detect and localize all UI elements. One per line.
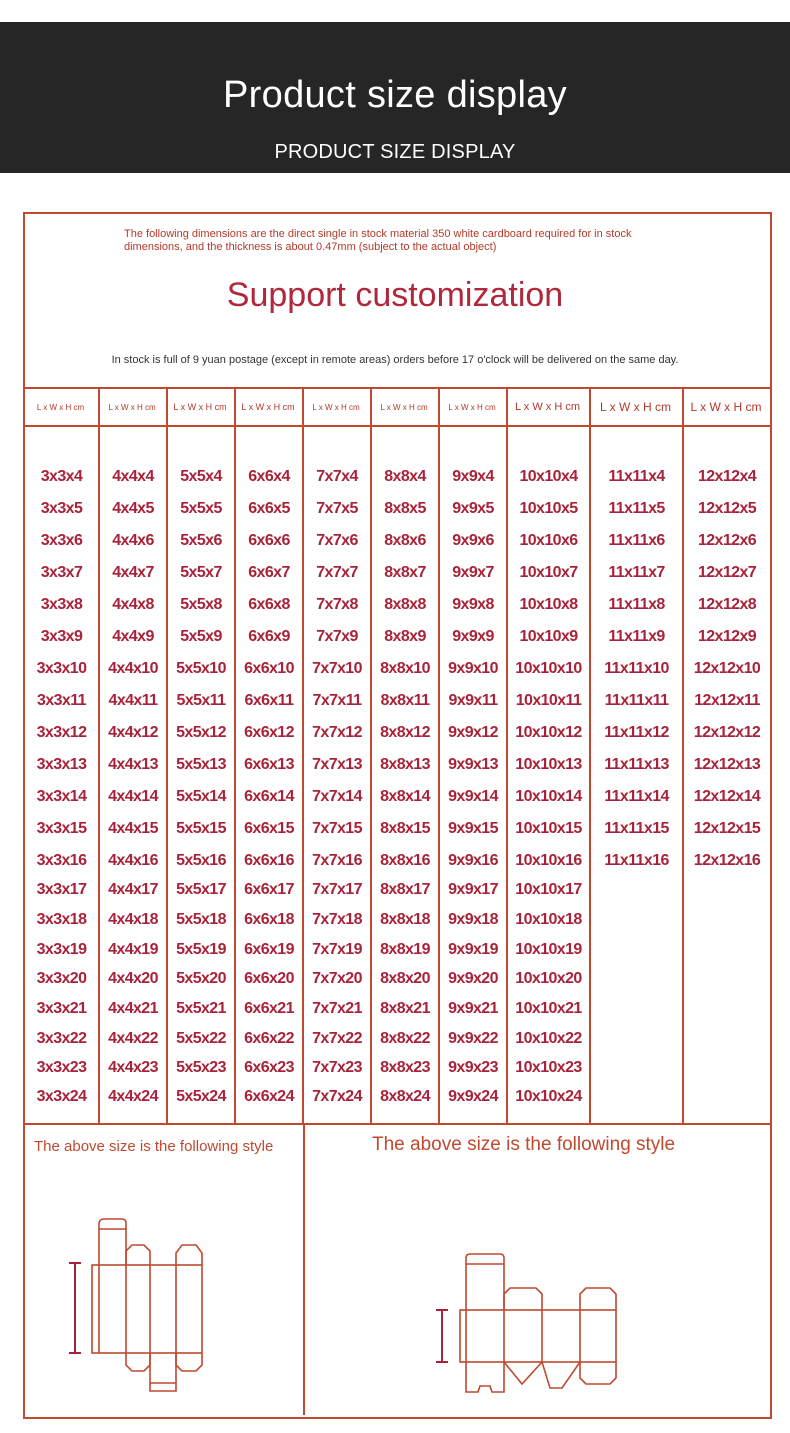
size-cell: 10x10x23 [515, 1059, 582, 1076]
size-cell: 9x9x12 [448, 724, 498, 741]
size-cell: 8x8x9 [384, 628, 426, 645]
size-cell: 7x7x24 [312, 1088, 362, 1105]
size-cell: 5x5x13 [176, 756, 226, 773]
size-cell: 10x10x6 [519, 532, 578, 549]
size-cell: 6x6x12 [244, 724, 294, 741]
size-cell: 5x5x19 [176, 941, 226, 958]
size-cell: 4x4x5 [112, 500, 154, 517]
size-cell: 8x8x14 [380, 788, 430, 805]
size-cell: 11x11x10 [604, 660, 669, 677]
size-cell: 6x6x20 [244, 970, 294, 987]
page-header [0, 22, 790, 173]
size-cell: 7x7x6 [316, 532, 358, 549]
size-cell: 11x11x15 [604, 820, 669, 837]
size-cell: 11x11x6 [608, 532, 665, 549]
size-cell: 8x8x10 [380, 660, 430, 677]
size-cell: 4x4x16 [108, 852, 158, 869]
size-cell: 6x6x4 [248, 468, 290, 485]
column-divider [302, 389, 304, 1125]
column-header: L x W x H cm [108, 402, 156, 412]
table-bottom-divider [23, 1123, 770, 1125]
size-cell: 12x12x4 [697, 468, 757, 485]
size-cell: 5x5x16 [176, 852, 226, 869]
size-cell: 10x10x22 [515, 1030, 582, 1047]
size-cell: 9x9x7 [452, 564, 494, 581]
size-cell: 10x10x12 [515, 724, 582, 741]
column-header: L x W x H cm [380, 402, 428, 412]
size-cell: 3x3x6 [40, 532, 83, 549]
size-cell: 4x4x24 [108, 1088, 158, 1105]
style-label-left: The above size is the following style [34, 1138, 274, 1155]
size-cell: 8x8x12 [380, 724, 430, 741]
size-cell: 9x9x20 [448, 970, 498, 987]
size-cell: 6x6x21 [244, 1000, 294, 1017]
size-cell: 4x4x23 [108, 1059, 158, 1076]
column-header: L x W x H cm [448, 402, 496, 412]
size-cell: 6x6x17 [244, 881, 294, 898]
column-divider [506, 389, 508, 1125]
size-cell: 9x9x9 [452, 628, 494, 645]
size-cell: 6x6x7 [248, 564, 290, 581]
size-cell: 11x11x9 [608, 628, 665, 645]
size-cell: 3x3x14 [36, 788, 87, 805]
page-subtitle: PRODUCT SIZE DISPLAY [274, 141, 516, 163]
size-cell: 3x3x18 [36, 911, 87, 928]
size-cell: 4x4x14 [108, 788, 158, 805]
size-cell: 8x8x20 [380, 970, 430, 987]
column-header: L x W x H cm [312, 402, 360, 412]
size-cell: 11x11x14 [604, 788, 669, 805]
size-cell: 9x9x18 [448, 911, 498, 928]
size-cell: 11x11x13 [604, 756, 669, 773]
size-cell: 8x8x22 [380, 1030, 430, 1047]
size-cell: 4x4x21 [108, 1000, 158, 1017]
size-cell: 4x4x6 [112, 532, 154, 549]
size-cell: 4x4x13 [108, 756, 158, 773]
size-cell: 10x10x9 [519, 628, 578, 645]
size-cell: 3x3x13 [36, 756, 87, 773]
size-cell: 7x7x23 [312, 1059, 362, 1076]
size-cell: 6x6x14 [244, 788, 294, 805]
size-cell: 12x12x11 [694, 692, 760, 709]
size-cell: 3x3x22 [36, 1030, 87, 1047]
size-cell: 9x9x16 [448, 852, 498, 869]
size-cell: 11x11x4 [608, 468, 665, 485]
size-cell: 4x4x20 [108, 970, 158, 987]
size-cell: 5x5x15 [176, 820, 226, 837]
size-cell: 5x5x12 [176, 724, 226, 741]
size-cell: 9x9x5 [452, 500, 494, 517]
column-divider [166, 389, 168, 1125]
size-cell: 4x4x12 [108, 724, 158, 741]
size-cell: 7x7x5 [316, 500, 358, 517]
size-cell: 3x3x21 [36, 1000, 87, 1017]
size-cell: 7x7x21 [312, 1000, 362, 1017]
size-cell: 6x6x11 [244, 692, 294, 709]
size-cell: 10x10x4 [519, 468, 578, 485]
size-cell: 3x3x5 [40, 500, 83, 517]
size-cell: 9x9x13 [448, 756, 498, 773]
size-cell: 9x9x10 [448, 660, 498, 677]
customization-headline: Support customization [226, 276, 564, 314]
size-cell: 10x10x16 [515, 852, 582, 869]
size-cell: 6x6x6 [248, 532, 290, 549]
size-cell: 10x10x20 [515, 970, 582, 987]
size-cell: 7x7x16 [312, 852, 362, 869]
square-box-dieline-icon [430, 1250, 630, 1400]
size-cell: 4x4x7 [112, 564, 154, 581]
size-cell: 4x4x17 [108, 881, 158, 898]
size-cell: 12x12x7 [697, 564, 757, 581]
size-cell: 5x5x18 [176, 911, 226, 928]
size-cell: 6x6x8 [248, 596, 290, 613]
size-cell: 5x5x21 [176, 1000, 226, 1017]
size-cell: 9x9x6 [452, 532, 494, 549]
size-cell: 5x5x10 [176, 660, 226, 677]
size-cell: 12x12x16 [693, 852, 761, 869]
size-cell: 8x8x8 [384, 596, 426, 613]
size-cell: 8x8x19 [380, 941, 430, 958]
size-cell: 5x5x4 [180, 468, 222, 485]
column-header: L x W x H cm [36, 402, 85, 412]
size-cell: 5x5x24 [176, 1088, 226, 1105]
size-cell: 4x4x15 [108, 820, 158, 837]
size-cell: 3x3x16 [36, 852, 87, 869]
size-cell: 4x4x9 [112, 628, 154, 645]
size-cell: 7x7x15 [312, 820, 362, 837]
size-cell: 4x4x22 [108, 1030, 158, 1047]
size-cell: 3x3x17 [36, 881, 87, 898]
size-cell: 8x8x11 [380, 692, 430, 709]
size-cell: 4x4x18 [108, 911, 158, 928]
size-cell: 10x10x21 [515, 1000, 582, 1017]
column-header: L x W x H cm [600, 400, 671, 414]
size-cell: 9x9x21 [448, 1000, 498, 1017]
size-cell: 10x10x14 [515, 788, 582, 805]
size-cell: 8x8x23 [380, 1059, 430, 1076]
size-cell: 7x7x13 [312, 756, 362, 773]
size-cell: 8x8x6 [384, 532, 426, 549]
size-cell: 11x11x7 [608, 564, 665, 581]
size-cell: 3x3x11 [37, 692, 86, 709]
size-cell: 8x8x24 [380, 1088, 430, 1105]
style-panel-divider [303, 1123, 305, 1415]
size-cell: 9x9x11 [448, 692, 498, 709]
size-cell: 10x10x15 [515, 820, 582, 837]
size-cell: 7x7x17 [312, 881, 362, 898]
column-divider [98, 389, 100, 1125]
size-cell: 8x8x18 [380, 911, 430, 928]
style-label-right: The above size is the following style [372, 1134, 676, 1155]
size-cell: 3x3x9 [40, 628, 83, 645]
size-cell: 11x11x12 [604, 724, 669, 741]
size-cell: 4x4x8 [112, 596, 154, 613]
size-cell: 8x8x21 [380, 1000, 430, 1017]
size-cell: 9x9x24 [448, 1088, 498, 1105]
size-cell: 7x7x4 [316, 468, 358, 485]
shipping-note: In stock is full of 9 yuan postage (except in remote areas) orders before 17 o'clock will be delivered on the same day. [111, 354, 679, 366]
size-cell: 11x11x5 [608, 500, 665, 517]
size-cell: 3x3x20 [36, 970, 87, 987]
size-cell: 10x10x7 [519, 564, 578, 581]
size-cell: 10x10x19 [515, 941, 582, 958]
size-cell: 12x12x8 [697, 596, 757, 613]
size-cell: 10x10x10 [515, 660, 582, 677]
size-cell: 5x5x7 [180, 564, 222, 581]
size-cell: 3x3x19 [36, 941, 87, 958]
size-cell: 12x12x12 [693, 724, 761, 741]
size-cell: 6x6x18 [244, 911, 294, 928]
size-cell: 5x5x8 [180, 596, 222, 613]
size-cell: 6x6x23 [244, 1059, 294, 1076]
size-cell: 7x7x10 [312, 660, 362, 677]
size-cell: 6x6x10 [244, 660, 294, 677]
size-cell: 11x11x16 [604, 852, 669, 869]
size-cell: 7x7x9 [316, 628, 358, 645]
size-cell: 7x7x22 [312, 1030, 362, 1047]
size-cell: 4x4x19 [108, 941, 158, 958]
column-divider [589, 389, 591, 1125]
size-cell: 5x5x17 [176, 881, 226, 898]
size-cell: 9x9x22 [448, 1030, 498, 1047]
material-note: The following dimensions are the direct single in stock material 350 white cardboard required for in stock dimensions, and the thickness is about 0.47mm (subject to the actual object) [124, 228, 632, 253]
size-cell: 6x6x9 [248, 628, 290, 645]
column-header: L x W x H cm [690, 400, 762, 414]
size-cell: 5x5x11 [176, 692, 226, 709]
size-cell: 7x7x19 [312, 941, 362, 958]
column-divider [234, 389, 236, 1125]
size-cell: 7x7x18 [312, 911, 362, 928]
size-cell: 3x3x10 [36, 660, 87, 677]
size-cell: 6x6x24 [244, 1088, 294, 1105]
column-header: L x W x H cm [241, 402, 295, 412]
size-cell: 9x9x15 [448, 820, 498, 837]
size-cell: 6x6x16 [244, 852, 294, 869]
size-cell: 3x3x24 [36, 1088, 87, 1105]
size-cell: 12x12x13 [693, 756, 761, 773]
size-cell: 6x6x5 [248, 500, 290, 517]
table-header-line [23, 425, 770, 427]
tall-box-dieline-icon [60, 1215, 210, 1400]
size-cell: 3x3x8 [40, 596, 83, 613]
size-cell: 8x8x15 [380, 820, 430, 837]
size-cell: 8x8x7 [384, 564, 426, 581]
size-cell: 5x5x23 [176, 1059, 226, 1076]
size-cell: 6x6x13 [244, 756, 294, 773]
size-cell: 11x11x8 [608, 596, 665, 613]
size-cell: 8x8x16 [380, 852, 430, 869]
size-cell: 5x5x20 [176, 970, 226, 987]
size-cell: 11x11x11 [604, 692, 669, 709]
size-cell: 10x10x18 [515, 911, 582, 928]
size-cell: 4x4x4 [112, 468, 154, 485]
size-cell: 9x9x17 [448, 881, 498, 898]
size-cell: 12x12x10 [693, 660, 761, 677]
size-cell: 12x12x14 [693, 788, 761, 805]
size-cell: 3x3x4 [40, 468, 83, 485]
size-cell: 7x7x20 [312, 970, 362, 987]
size-cell: 12x12x5 [697, 500, 757, 517]
size-cell: 10x10x24 [515, 1088, 582, 1105]
column-divider [438, 389, 440, 1125]
column-divider [682, 389, 684, 1125]
size-cell: 5x5x9 [180, 628, 222, 645]
size-cell: 3x3x15 [36, 820, 87, 837]
size-cell: 6x6x22 [244, 1030, 294, 1047]
column-divider [370, 389, 372, 1125]
size-cell: 9x9x14 [448, 788, 498, 805]
size-cell: 7x7x11 [312, 692, 362, 709]
size-cell: 3x3x12 [36, 724, 87, 741]
page-title: Product size display [223, 74, 567, 116]
size-cell: 3x3x23 [36, 1059, 87, 1076]
size-cell: 9x9x23 [448, 1059, 498, 1076]
size-cell: 12x12x6 [697, 532, 757, 549]
size-cell: 10x10x11 [515, 692, 582, 709]
size-cell: 8x8x4 [384, 468, 426, 485]
size-cell: 5x5x6 [180, 532, 222, 549]
size-cell: 5x5x22 [176, 1030, 226, 1047]
size-cell: 7x7x7 [316, 564, 358, 581]
size-cell: 5x5x14 [176, 788, 226, 805]
size-cell: 10x10x8 [519, 596, 578, 613]
size-cell: 4x4x11 [108, 692, 158, 709]
size-cell: 6x6x19 [244, 941, 294, 958]
size-cell: 10x10x5 [519, 500, 578, 517]
size-cell: 10x10x13 [515, 756, 582, 773]
size-cell: 8x8x5 [384, 500, 426, 517]
size-cell: 8x8x17 [380, 881, 430, 898]
column-header: L x W x H cm [173, 402, 227, 412]
size-cell: 9x9x8 [452, 596, 494, 613]
size-cell: 3x3x7 [40, 564, 83, 581]
size-cell: 10x10x17 [515, 881, 582, 898]
size-cell: 9x9x4 [452, 468, 494, 485]
size-cell: 9x9x19 [448, 941, 498, 958]
size-cell: 6x6x15 [244, 820, 294, 837]
size-cell: 7x7x12 [312, 724, 362, 741]
column-header: L x W x H cm [515, 401, 580, 413]
size-cell: 12x12x9 [697, 628, 757, 645]
size-cell: 5x5x5 [180, 500, 222, 517]
size-cell: 7x7x14 [312, 788, 362, 805]
size-cell: 8x8x13 [380, 756, 430, 773]
size-cell: 7x7x8 [316, 596, 358, 613]
size-cell: 4x4x10 [108, 660, 158, 677]
size-cell: 12x12x15 [693, 820, 761, 837]
